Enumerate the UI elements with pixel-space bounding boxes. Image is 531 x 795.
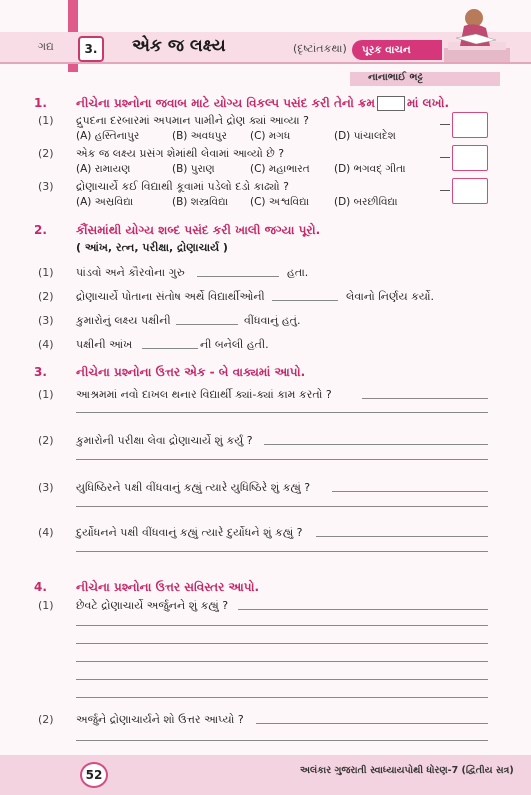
section-4-number: 4. [34,580,47,594]
question-text: એક જ લક્ષ્ય પ્રસંગ શેમાંથી લેવામાં આવ્યો છે ? [76,147,285,160]
fill-blank-pre: પાંડવો અને કૌરવોના ગુરુ [76,266,185,279]
option-b: (B) પુરાણ [172,163,215,175]
answer-line[interactable] [256,723,488,724]
question-text: કુમારોની પરીક્ષા લેવા દ્રોણાચાર્યે શું કર્યું ? [76,434,253,447]
question-number: (1) [38,266,54,279]
option-b: (B) શસ્ત્રવિદ્યા [172,196,229,208]
question-number: (4) [38,526,54,539]
question-text: દ્રુપદના દરબારમાં અપમાન પામીને દ્રોણ ક્યાં આવ્યા ? [76,114,309,127]
question-number: (2) [38,147,54,160]
answer-box-2[interactable] [452,145,488,171]
fill-blank-pre: કુમારોનું લક્ષ્ય પક્ષીની [76,314,171,327]
question-number: (1) [38,388,54,401]
author-name: નાનાભાઈ ભટ્ટ [368,72,423,83]
option-a: (A) અસ્રવિદ્યા [76,196,134,208]
section-2-heading: કૌંસમાંથી યોગ્ય શબ્દ પસંદ કરી ખાલી જગ્યા પૂરો. [76,223,321,237]
question-text: દ્રોણાચાર્યે કઈ વિદ્યાથી કૂવામાં પડેલો દડો કાઢ્યો ? [76,180,289,193]
question-number: (2) [38,290,54,303]
answer-line[interactable] [316,536,488,537]
option-d: (D) ભગવદ્ ગીતા [334,163,406,175]
word-bank: ( આંખ, રત્ન, પરીક્ષા, દ્રોણાચાર્ય ) [76,241,228,254]
option-d: (D) પાંચાલદેશ [334,130,396,142]
option-a: (A) રામાયણ [76,163,131,175]
answer-line[interactable] [238,609,488,610]
section-4-heading: નીચેના પ્રશ્નોના ઉત્તર સવિસ્તર આપો. [76,580,260,594]
fill-blank-post: વીંધવાનું હતું. [244,314,301,327]
option-c: (C) મગધ [250,130,291,142]
section-1-number: 1. [34,96,47,110]
answer-dash [440,190,450,191]
question-number: (3) [38,180,54,193]
reading-person-illustration [436,4,516,70]
section-label: ગદ્ય [38,40,54,53]
answer-line[interactable] [76,679,488,680]
section-2-number: 2. [34,223,47,237]
blank-line[interactable] [197,276,279,277]
genre-label: (દૃષ્ટાંતકથા) [293,42,347,55]
answer-dash [440,157,450,158]
answer-line[interactable] [76,740,488,741]
fill-blank-pre: પક્ષીની આંખ [76,338,133,351]
answer-dash [440,124,450,125]
section-1-heading-text: નીચેના પ્રશ્નોના જવાબ માટે યોગ્ય વિકલ્પ પસંદ કરી તેનો ક્રમ [76,96,375,110]
page-title: એક જ લક્ષ્ય [132,36,226,56]
question-text: આશ્રમમાં નવો દાખલ થનાર વિદ્યાર્થી ક્યાં-ક્યાં કામ કરતો ? [76,388,332,401]
answer-box-1[interactable] [452,112,488,138]
fill-blank-pre: દ્રોણાચાર્યે પોતાના સંતોષ અર્થે વિદ્યાર્થીઓની [76,290,265,303]
book-title: અલંકાર ગુજરાતી સ્વાધ્યાયપોથી ધોરણ-7 (દ્વિતીય સત્ર) [300,765,514,776]
fill-blank-post: હતા. [287,266,309,279]
blank-line[interactable] [176,324,238,325]
question-number: (2) [38,713,54,726]
option-b: (B) અવધપુર [172,130,227,142]
answer-line[interactable] [76,551,488,552]
answer-line[interactable] [264,444,488,445]
answer-line[interactable] [76,661,488,662]
option-c: (C) અશ્વવિદ્યા [250,196,310,208]
question-number: (4) [38,338,54,351]
option-d: (D) બરછીવિદ્યા [334,196,398,208]
page-number: 52 [80,762,108,788]
answer-line[interactable] [76,412,488,413]
chapter-number: 3. [78,36,104,62]
answer-line[interactable] [76,643,488,644]
section-3-number: 3. [34,365,47,379]
question-number: (2) [38,434,54,447]
question-number: (1) [38,114,54,127]
section-1-heading-suffix: માં લખો. [406,96,450,110]
blank-line[interactable] [272,300,338,301]
answer-line[interactable] [332,491,488,492]
answer-line[interactable] [76,459,488,460]
question-text: છેવટે દ્રોણાચાર્યે અર્જુનને શું કહ્યું ? [76,599,229,612]
answer-box-3[interactable] [452,178,488,204]
section-3-heading: નીચેના પ્રશ્નોના ઉત્તર એક - બે વાક્યમાં આપો. [76,365,306,379]
question-number: (1) [38,599,54,612]
supplementary-badge: પૂરક વાચન [352,40,442,60]
question-number: (3) [38,481,54,494]
fill-blank-post: ની બનેલી હતી. [200,338,269,351]
question-text: યુધિષ્ઠિરને પક્ષી વીંધવાનું કહ્યું ત્યારે યુધિષ્ઠિરે શું કહ્યું ? [76,481,311,494]
blank-line[interactable] [142,348,198,349]
answer-line[interactable] [76,506,488,507]
question-text: અર્જુને દ્રોણાચાર્યને શો ઉત્તર આપ્યો ? [76,713,244,726]
answer-line[interactable] [76,697,488,698]
answer-sample-box [377,96,405,111]
fill-blank-post: લેવાનો નિર્ણય કર્યો. [346,290,434,303]
option-c: (C) મહાભારત [250,163,310,175]
section-1-heading [76,96,449,111]
answer-line[interactable] [362,398,488,399]
option-a: (A) હસ્તિનાપુર [76,130,140,142]
answer-line[interactable] [76,625,488,626]
question-text: દુર્યોધનને પક્ષી વીંધવાનું કહ્યું ત્યારે દુર્યોધને શું કહ્યું ? [76,526,303,539]
question-number: (3) [38,314,54,327]
